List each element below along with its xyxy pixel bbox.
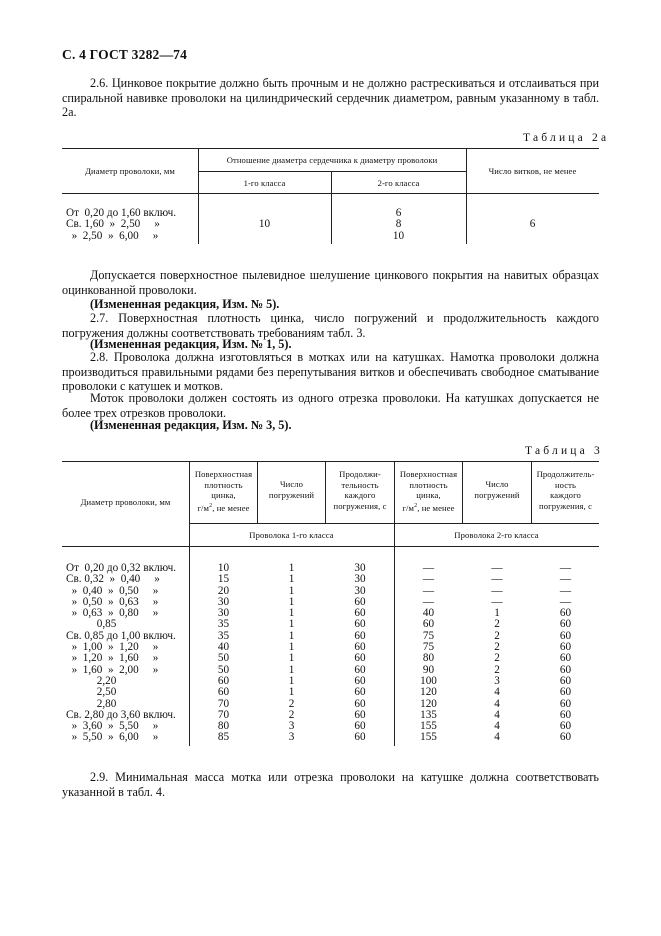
- table-cell: —: [422, 573, 435, 586]
- table-cell: 4: [494, 720, 500, 733]
- table-cell: 1: [288, 629, 295, 642]
- table-row: » 1,20 » 1,60 »: [66, 652, 159, 665]
- table-2a-diameters: [66, 208, 198, 242]
- table-cell: 75: [422, 641, 435, 654]
- table-row: » 3,60 » 5,50 »: [66, 720, 159, 733]
- table-cell: 3: [288, 720, 295, 733]
- table-row: » 0,40 » 0,50 »: [66, 584, 159, 597]
- table-2a-header-diameter: Диаметр проволоки, мм: [85, 166, 175, 176]
- table-row: Св. 1,60 » 2,50 »: [66, 218, 160, 231]
- table-cell: 2: [494, 663, 500, 676]
- table-cell: 50: [217, 663, 230, 676]
- table-cell: 60: [559, 663, 572, 676]
- table-cell: 155: [420, 731, 437, 744]
- table-2a-header-turns: Число витков, не менее: [488, 166, 577, 176]
- table-cell: 2: [288, 708, 295, 721]
- table-3-class1-density: [190, 563, 257, 744]
- table-row: » 1,00 » 1,20 »: [66, 641, 159, 654]
- table-cell: 60: [354, 697, 366, 710]
- amendment-note-3: (Измененная редакция, Изм. № 3, 5).: [90, 418, 292, 432]
- table-cell: 60: [559, 674, 572, 687]
- table-cell: 60: [559, 708, 572, 721]
- table-cell: 70: [217, 708, 230, 721]
- table-cell: 1: [288, 618, 295, 631]
- table-cell: 8: [395, 218, 402, 231]
- table-2a-header-class1: 1-го класса: [243, 178, 286, 188]
- table-2a-turns-value: 6: [529, 218, 536, 230]
- table-row: » 0,50 » 0,63 »: [66, 595, 159, 608]
- table-3-class1-duration: [326, 563, 394, 744]
- table-3-diameters: [66, 563, 189, 744]
- table-cell: 90: [422, 663, 435, 676]
- table-cell: 30: [354, 573, 366, 586]
- table-row: От 0,20 до 0,32 включ.: [66, 562, 177, 574]
- table-row: 2,80: [66, 697, 117, 710]
- table-cell: 10: [217, 562, 230, 574]
- table-cell: 40: [422, 607, 435, 620]
- table-cell: 120: [420, 697, 437, 710]
- table-3-class1-dips: [258, 563, 325, 744]
- paragraph-2-8: 2.8. Проволока должна изготовляться в мотках или на катушках. Намотка проволоки должна производиться правильными рядами без перепутывания витков и обеспечивать свободное сматывание проволоки с катушек и мотков.: [62, 350, 599, 394]
- table-row: 2,50: [66, 686, 117, 699]
- table-cell: 60: [354, 686, 366, 699]
- table-cell: 2: [494, 618, 500, 631]
- amendment-note-2: (Измененная редакция, Изм. № 1, 5).: [90, 337, 292, 351]
- table-cell: 60: [559, 731, 572, 744]
- table-2a-class2-values: [331, 208, 466, 242]
- table-cell: 6: [395, 207, 402, 219]
- table-cell: 60: [354, 663, 366, 676]
- table-3-class2-duration: [532, 563, 599, 744]
- paragraph-coil: Моток проволоки должен состоять из одного отрезка проволоки. На катушках допускается не более трех отрезков проволоки.: [62, 391, 599, 420]
- table-cell: 75: [422, 629, 435, 642]
- table-cell: 1: [288, 652, 295, 665]
- table-cell: 120: [420, 686, 437, 699]
- table-3-header-duration-class1: Продолжи- тельность каждого погружения, с: [333, 469, 387, 511]
- table-cell: 60: [354, 652, 366, 665]
- table-cell: 1: [494, 607, 500, 620]
- table-row: Св. 0,32 » 0,40 »: [66, 573, 160, 586]
- paragraph-2-7: 2.7. Поверхностная плотность цинка, число погружений и продолжительность каждого погружения должны соответствовать требованиям табл. 3.: [62, 311, 599, 340]
- table-cell: —: [559, 573, 572, 586]
- table-cell: 30: [354, 584, 366, 597]
- table-3-header-dips-class1: Число погружений: [268, 479, 315, 500]
- table-cell: 135: [420, 708, 437, 721]
- table-cell: 60: [354, 607, 366, 620]
- table-cell: 35: [217, 629, 230, 642]
- table-cell: 3: [494, 674, 500, 687]
- table-cell: 60: [559, 686, 572, 699]
- table-cell: 2: [494, 629, 500, 642]
- table-2a-header-ratio: Отношение диаметра сердечника к диаметру проволоки: [226, 155, 438, 165]
- table-row: Св. 0,85 до 1,00 включ.: [66, 629, 176, 642]
- table-cell: 30: [354, 562, 366, 574]
- table-cell: 1: [288, 686, 295, 699]
- table-cell: 1: [288, 607, 295, 620]
- table-row: 2,20: [66, 674, 117, 687]
- table-3-header-dips-class2: Число погружений: [474, 479, 520, 500]
- table-cell: 60: [559, 629, 572, 642]
- table-cell: 15: [217, 573, 230, 586]
- table-3-header-class1: Проволока 1-го класса: [249, 530, 334, 540]
- table-cell: 35: [217, 618, 230, 631]
- table-cell: 40: [217, 641, 230, 654]
- table-row: От 0,20 до 1,60 включ.: [66, 207, 177, 219]
- table-cell: 60: [422, 618, 435, 631]
- table-cell: 60: [354, 595, 366, 608]
- table-cell: 60: [559, 618, 572, 631]
- table-3-class2-dips: [463, 563, 531, 744]
- table-cell: 60: [559, 652, 572, 665]
- table-3-caption: Таблица 3: [525, 445, 603, 457]
- table-3-class2-density: [395, 563, 462, 744]
- table-cell: —: [422, 595, 435, 608]
- table-cell: 4: [494, 708, 500, 721]
- table-cell: 60: [354, 708, 366, 721]
- table-cell: —: [559, 595, 572, 608]
- table-cell: 85: [217, 731, 230, 744]
- table-cell: 2: [494, 652, 500, 665]
- table-2a-caption: Таблица 2а: [523, 132, 610, 144]
- table-cell: 50: [217, 652, 230, 665]
- table-cell: 100: [420, 674, 437, 687]
- table-cell: 1: [288, 562, 295, 574]
- table-cell: 4: [494, 731, 500, 744]
- table-cell: 60: [559, 720, 572, 733]
- table-cell: 155: [420, 720, 437, 733]
- table-cell: —: [491, 562, 503, 574]
- table-row: » 1,60 » 2,00 »: [66, 663, 159, 676]
- table-3-header-duration-class2: Продолжитель- ность каждого погружения, с: [536, 469, 595, 511]
- table-cell: 60: [559, 697, 572, 710]
- table-row: Св. 2,80 до 3,60 включ.: [66, 708, 176, 721]
- table-cell: —: [559, 562, 572, 574]
- table-cell: 2: [288, 697, 295, 710]
- table-cell: 1: [288, 663, 295, 676]
- table-cell: 1: [288, 573, 295, 586]
- table-cell: 60: [354, 731, 366, 744]
- table-cell: —: [491, 573, 503, 586]
- table-3-header-density-class2: Поверхностная плотность цинка, $г/м^2$, не менее: [399, 469, 458, 513]
- table-cell: 3: [288, 731, 295, 744]
- table-cell: 30: [217, 595, 230, 608]
- table-cell: —: [559, 584, 572, 597]
- table-cell: 4: [494, 686, 500, 699]
- table-cell: 1: [288, 674, 295, 687]
- table-cell: 60: [354, 720, 366, 733]
- table-row: » 0,63 » 0,80 »: [66, 607, 159, 620]
- table-cell: 80: [422, 652, 435, 665]
- table-row: 0,85: [66, 618, 117, 631]
- table-cell: 1: [288, 584, 295, 597]
- table-3-header-class2: Проволока 2-го класса: [454, 530, 539, 540]
- table-cell: —: [491, 595, 503, 608]
- paragraph-2-6: 2.6. Цинковое покрытие должно быть прочным и не должно растрескиваться и отслаиваться при спиральной навивке проволоки на цилиндрический сердечник диаметром, равным указанному в табл. 2а.: [62, 76, 599, 120]
- table-cell: 10: [392, 229, 405, 242]
- paragraph-2-9: 2.9. Минимальная масса мотка или отрезка проволоки на катушке должна соответствовать указанной в табл. 4.: [62, 770, 599, 799]
- table-cell: 60: [354, 674, 366, 687]
- table-cell: 30: [217, 607, 230, 620]
- table-cell: 2: [494, 641, 500, 654]
- table-cell: 80: [217, 720, 230, 733]
- table-cell: 60: [354, 641, 366, 654]
- table-2a-class1-value: 10: [258, 218, 271, 230]
- table-cell: 1: [288, 641, 295, 654]
- table-cell: 20: [217, 584, 230, 597]
- table-cell: —: [491, 584, 503, 597]
- paragraph-allowed-peeling: Допускается поверхностное пылевидное шелушение цинкового покрытия на навитых образцах оцинкованной проволоки.: [62, 268, 599, 297]
- table-cell: 60: [559, 607, 572, 620]
- table-cell: 60: [217, 686, 230, 699]
- table-cell: —: [422, 584, 435, 597]
- table-cell: 60: [559, 641, 572, 654]
- table-cell: 60: [354, 618, 366, 631]
- table-row: » 5,50 » 6,00 »: [66, 731, 159, 744]
- amendment-note-1: (Измененная редакция, Изм. № 5).: [90, 297, 280, 311]
- table-cell: 70: [217, 697, 230, 710]
- page-header: С. 4 ГОСТ 3282—74: [62, 47, 188, 62]
- table-row: » 2,50 » 6,00 »: [66, 229, 159, 242]
- table-cell: 60: [354, 629, 366, 642]
- table-cell: 60: [217, 674, 230, 687]
- table-2a-header-class2: 2-го класса: [377, 178, 420, 188]
- table-cell: 4: [494, 697, 500, 710]
- table-3-header-density-class1: Поверхностная плотность цинка, $г/м^2$, не менее: [194, 469, 253, 513]
- table-cell: —: [422, 562, 435, 574]
- table-cell: 1: [288, 595, 295, 608]
- table-3-header-diameter: Диаметр проволоки, мм: [80, 497, 171, 507]
